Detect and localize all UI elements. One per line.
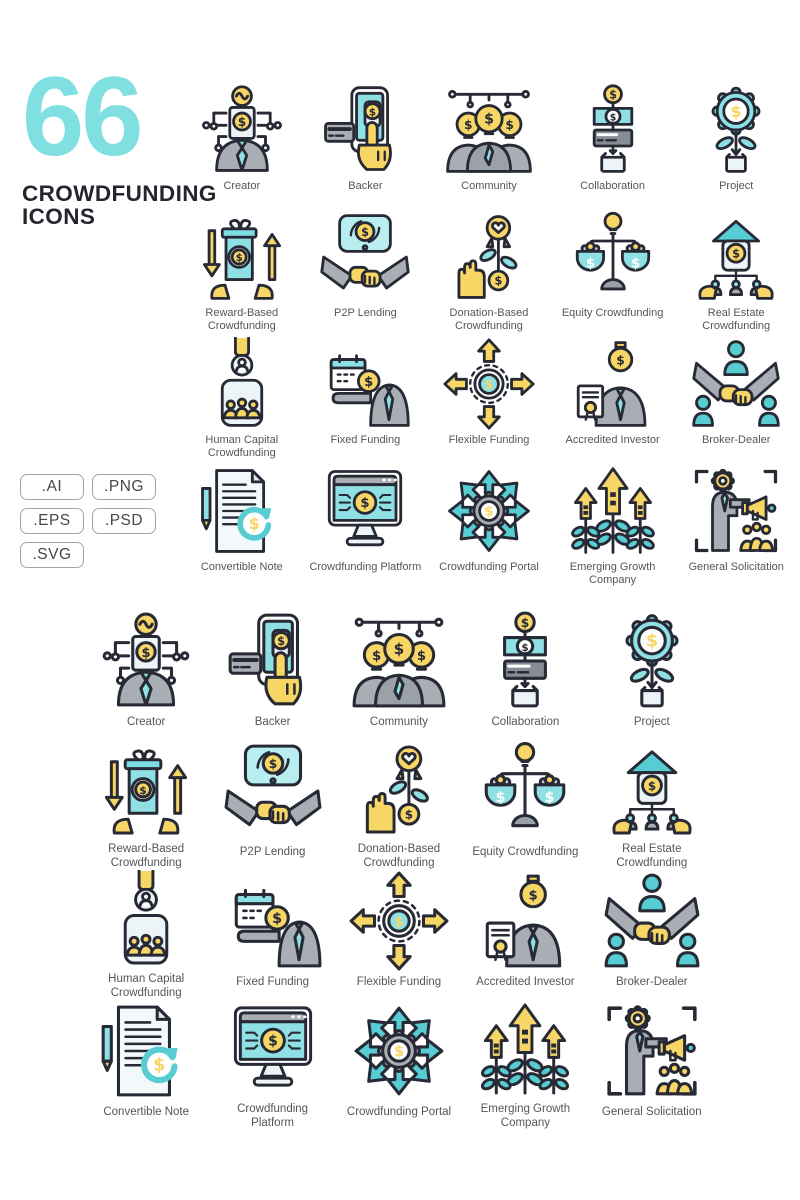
icon-cell-donation	[427, 210, 551, 337]
collaboration-icon	[474, 610, 576, 712]
human-icon	[95, 870, 197, 969]
icon-label: Collaboration	[580, 180, 645, 192]
reward-icon	[95, 740, 197, 839]
icon-cell-p2p	[304, 210, 428, 337]
format-badge-png: .PNG	[92, 474, 156, 500]
icon-cell-broker	[674, 337, 798, 464]
icon-label: P2P Lending	[333, 307, 397, 319]
creator-icon	[195, 83, 289, 177]
icon-cell-creator	[180, 83, 304, 210]
icon-label: Flexible Funding	[356, 976, 442, 988]
icon-label: Convertible Note	[200, 561, 283, 573]
icon-cell-reward	[83, 740, 209, 870]
icon-label: Crowdfunding Platform	[237, 1102, 309, 1129]
icon-cell-note	[83, 1000, 209, 1130]
icon-cell-community	[427, 83, 551, 210]
icon-label: Equity Crowdfunding	[472, 846, 579, 858]
project-icon	[601, 610, 703, 712]
icon-label: Fixed Funding	[330, 434, 401, 446]
icon-cell-collaboration	[462, 610, 588, 740]
icon-label: Reward-Based Crowdfunding	[205, 307, 279, 333]
format-badge-ai: .AI	[20, 474, 84, 500]
icon-cell-community	[336, 610, 462, 740]
emerging-icon	[474, 1000, 576, 1099]
icon-cell-project	[589, 610, 715, 740]
page-title-line1: CROWDFUNDING	[22, 180, 217, 206]
icon-cell-fixed	[304, 337, 428, 464]
page-title-line2: ICONS	[22, 204, 96, 230]
icon-cell-accredited	[551, 337, 675, 464]
icon-label: Creator	[223, 180, 261, 192]
project-icon	[689, 83, 783, 177]
format-badge-eps: .EPS	[20, 508, 84, 534]
icon-label: General Solicitation	[601, 1106, 702, 1118]
portal-icon	[442, 464, 536, 558]
flexible-icon	[348, 870, 450, 972]
emerging-icon	[566, 464, 660, 558]
icon-cell-reward	[180, 210, 304, 337]
p2p-icon	[318, 210, 412, 304]
solicit-icon	[689, 464, 783, 558]
icon-label: Accredited Investor	[565, 434, 660, 446]
solicit-icon	[601, 1000, 703, 1102]
icon-label: Flexible Funding	[448, 434, 530, 446]
platform-icon	[318, 464, 412, 558]
icon-label: Real Estate Crowdfunding	[702, 307, 771, 333]
icon-label: Human Capital Crowdfunding	[205, 434, 279, 460]
icon-label: Crowdfunding Portal	[439, 561, 539, 573]
icon-label: Broker-Dealer	[701, 434, 771, 446]
icon-cell-emerging	[462, 1000, 588, 1130]
icon-cell-donation	[336, 740, 462, 870]
portal-icon	[348, 1000, 450, 1102]
icon-label: Community	[369, 716, 429, 728]
icon-label: Backer	[254, 716, 291, 728]
icon-label: Emerging Growth Company	[569, 561, 656, 587]
icon-label: Crowdfunding Portal	[346, 1106, 452, 1118]
icon-cell-accredited	[462, 870, 588, 1000]
note-icon	[195, 464, 289, 558]
icon-cell-platform	[209, 1000, 335, 1130]
equity-icon	[474, 740, 576, 842]
icon-cell-portal	[427, 464, 551, 591]
icon-label: Accredited Investor	[476, 976, 575, 988]
icon-label: Backer	[348, 180, 383, 192]
realestate-icon	[689, 210, 783, 304]
icon-label: Fixed Funding	[236, 976, 310, 988]
icon-label: Project	[633, 716, 670, 728]
donation-icon	[442, 210, 536, 304]
icon-grid-top	[180, 83, 798, 591]
icon-cell-emerging	[551, 464, 675, 591]
icon-cell-backer	[209, 610, 335, 740]
icon-cell-project	[674, 83, 798, 210]
fixed-icon	[222, 870, 324, 972]
fixed-icon	[318, 337, 412, 431]
donation-icon	[348, 740, 450, 839]
icon-label: Emerging Growth Company	[480, 1102, 571, 1129]
icon-cell-p2p	[209, 740, 335, 870]
icon-cell-note	[180, 464, 304, 591]
backer-icon	[222, 610, 324, 712]
p2p-icon	[222, 740, 324, 842]
icon-label: Broker-Dealer	[616, 976, 688, 988]
icon-cell-solicit	[674, 464, 798, 591]
icon-cell-collaboration	[551, 83, 675, 210]
format-badge-svg: .SVG	[20, 542, 84, 568]
icon-label: Creator	[127, 716, 166, 728]
icon-label: Reward-Based Crowdfunding	[108, 842, 185, 869]
community-icon	[442, 83, 536, 177]
icon-cell-equity	[551, 210, 675, 337]
icon-label: Equity Crowdfunding	[561, 307, 664, 319]
accredited-icon	[474, 870, 576, 972]
icon-label: Donation-Based Crowdfunding	[357, 842, 441, 869]
icon-cell-solicit	[589, 1000, 715, 1130]
format-badge-psd: .PSD	[92, 508, 156, 534]
icon-label: Human Capital Crowdfunding	[108, 972, 185, 999]
icon-cell-backer	[304, 83, 428, 210]
equity-icon	[566, 210, 660, 304]
accredited-icon	[566, 337, 660, 431]
icon-cell-creator	[83, 610, 209, 740]
icon-label: Project	[719, 180, 754, 192]
icon-cell-platform	[304, 464, 428, 591]
note-icon	[95, 1000, 197, 1102]
icon-label: Crowdfunding Platform	[309, 561, 422, 573]
broker-icon	[689, 337, 783, 431]
icon-label: P2P Lending	[239, 846, 306, 858]
icon-cell-flexible	[427, 337, 551, 464]
human-icon	[195, 337, 289, 431]
reward-icon	[195, 210, 289, 304]
flexible-icon	[442, 337, 536, 431]
icon-cell-flexible	[336, 870, 462, 1000]
community-icon	[348, 610, 450, 712]
icon-label: General Solicitation	[688, 561, 784, 573]
icon-label: Convertible Note	[103, 1106, 190, 1118]
icon-label: Real Estate Crowdfunding	[616, 842, 688, 869]
icon-label: Donation-Based Crowdfunding	[449, 307, 529, 333]
backer-icon	[318, 83, 412, 177]
icon-cell-realestate	[589, 740, 715, 870]
icon-cell-broker	[589, 870, 715, 1000]
icon-cell-human	[83, 870, 209, 1000]
icon-cell-human	[180, 337, 304, 464]
broker-icon	[601, 870, 703, 972]
icon-grid-bottom	[83, 610, 715, 1130]
realestate-icon	[601, 740, 703, 839]
collaboration-icon	[566, 83, 660, 177]
platform-icon	[222, 1000, 324, 1099]
icon-cell-portal	[336, 1000, 462, 1130]
icon-label: Collaboration	[491, 716, 560, 728]
icon-label: Community	[461, 180, 517, 192]
icon-count: 66	[22, 54, 141, 179]
file-format-badges	[20, 474, 172, 568]
creator-icon	[95, 610, 197, 712]
icon-cell-realestate	[674, 210, 798, 337]
icon-cell-equity	[462, 740, 588, 870]
icon-cell-fixed	[209, 870, 335, 1000]
